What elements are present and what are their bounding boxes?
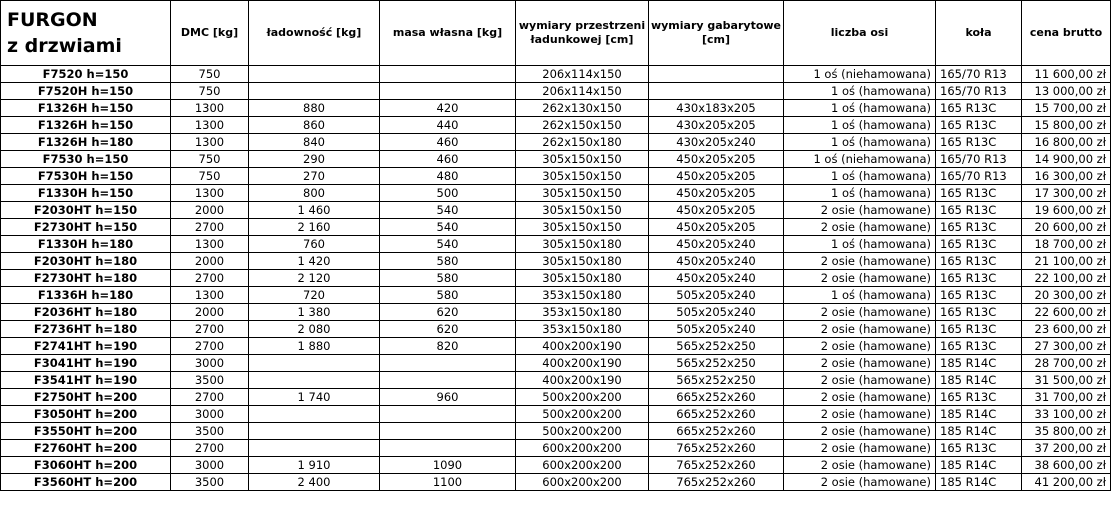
cell-gabaryty: 450x205x205 (649, 185, 784, 202)
table-row (1, 440, 1111, 457)
cell-model: F3050HT h=200 (1, 406, 171, 423)
cell-ladownosc: 1 740 (249, 389, 380, 406)
cell-osie: 2 osie (hamowane) (784, 338, 936, 355)
header-masa: masa własna [kg] (380, 1, 516, 66)
cell-cena: 22 100,00 zł (1022, 270, 1111, 287)
cell-masa: 420 (380, 100, 516, 117)
cell-model: F3060HT h=200 (1, 457, 171, 474)
cell-masa (380, 406, 516, 423)
header-wymiary-gabarytowe: wymiary gabarytowe [cm] (649, 1, 784, 66)
cell-osie: 2 osie (hamowane) (784, 355, 936, 372)
title-line-1: FURGON (7, 9, 98, 31)
cell-ladownosc: 880 (249, 100, 380, 117)
table-row (1, 457, 1111, 474)
cell-cena: 15 800,00 zł (1022, 117, 1111, 134)
cell-wymiary: 305x150x180 (516, 253, 649, 270)
cell-model: F2741HT h=190 (1, 338, 171, 355)
cell-gabaryty: 765x252x260 (649, 457, 784, 474)
cell-gabaryty: 430x183x205 (649, 100, 784, 117)
cell-ladownosc: 290 (249, 151, 380, 168)
table-row (1, 236, 1111, 253)
cell-ladownosc (249, 83, 380, 100)
cell-ladownosc: 860 (249, 117, 380, 134)
cell-kola: 185 R14C (936, 474, 1022, 491)
cell-wymiary: 600x200x200 (516, 457, 649, 474)
cell-wymiary: 400x200x190 (516, 355, 649, 372)
cell-ladownosc (249, 440, 380, 457)
cell-dmc: 750 (171, 66, 249, 83)
cell-masa: 1100 (380, 474, 516, 491)
cell-dmc: 2700 (171, 338, 249, 355)
cell-cena: 37 200,00 zł (1022, 440, 1111, 457)
cell-wymiary: 400x200x190 (516, 338, 649, 355)
cell-osie: 1 oś (hamowana) (784, 287, 936, 304)
cell-masa (380, 423, 516, 440)
cell-gabaryty: 565x252x250 (649, 355, 784, 372)
cell-kola: 165 R13C (936, 389, 1022, 406)
table-row (1, 304, 1111, 321)
table-row (1, 270, 1111, 287)
cell-ladownosc: 1 910 (249, 457, 380, 474)
cell-cena: 20 300,00 zł (1022, 287, 1111, 304)
cell-kola: 185 R14C (936, 406, 1022, 423)
cell-osie: 2 osie (hamowane) (784, 304, 936, 321)
cell-ladownosc: 840 (249, 134, 380, 151)
cell-kola: 165 R13C (936, 270, 1022, 287)
cell-masa: 820 (380, 338, 516, 355)
cell-kola: 165 R13C (936, 185, 1022, 202)
cell-dmc: 2700 (171, 219, 249, 236)
cell-wymiary: 600x200x200 (516, 474, 649, 491)
cell-model: F1326H h=150 (1, 100, 171, 117)
cell-masa: 580 (380, 287, 516, 304)
cell-dmc: 1300 (171, 117, 249, 134)
table-row (1, 202, 1111, 219)
cell-osie: 1 oś (niehamowana) (784, 151, 936, 168)
cell-ladownosc: 2 080 (249, 321, 380, 338)
cell-dmc: 750 (171, 83, 249, 100)
cell-osie: 2 osie (hamowane) (784, 423, 936, 440)
cell-kola: 185 R14C (936, 423, 1022, 440)
cell-cena: 38 600,00 zł (1022, 457, 1111, 474)
cell-model: F2036HT h=180 (1, 304, 171, 321)
cell-kola: 165 R13C (936, 440, 1022, 457)
cell-model: F2730HT h=150 (1, 219, 171, 236)
cell-wymiary: 305x150x180 (516, 236, 649, 253)
cell-dmc: 3500 (171, 372, 249, 389)
cell-kola: 165/70 R13 (936, 151, 1022, 168)
cell-model: F1326H h=150 (1, 117, 171, 134)
table-body (1, 66, 1111, 491)
cell-model: F2030HT h=180 (1, 253, 171, 270)
table-row (1, 338, 1111, 355)
cell-model: F2750HT h=200 (1, 389, 171, 406)
cell-cena: 23 600,00 zł (1022, 321, 1111, 338)
table-row (1, 185, 1111, 202)
cell-gabaryty: 450x205x205 (649, 202, 784, 219)
cell-dmc: 3500 (171, 423, 249, 440)
cell-wymiary: 500x200x200 (516, 423, 649, 440)
header-ladownosc: ładowność [kg] (249, 1, 380, 66)
cell-osie: 1 oś (hamowana) (784, 185, 936, 202)
cell-dmc: 2700 (171, 440, 249, 457)
header-cena: cena brutto (1022, 1, 1111, 66)
cell-kola: 165/70 R13 (936, 66, 1022, 83)
cell-dmc: 750 (171, 168, 249, 185)
table-row (1, 100, 1111, 117)
cell-masa: 540 (380, 202, 516, 219)
cell-wymiary: 305x150x180 (516, 270, 649, 287)
cell-osie: 2 osie (hamowane) (784, 219, 936, 236)
cell-dmc: 2700 (171, 321, 249, 338)
cell-masa: 620 (380, 304, 516, 321)
cell-masa: 960 (380, 389, 516, 406)
cell-cena: 22 600,00 zł (1022, 304, 1111, 321)
cell-dmc: 2000 (171, 253, 249, 270)
cell-wymiary: 353x150x180 (516, 304, 649, 321)
cell-ladownosc: 1 380 (249, 304, 380, 321)
cell-cena: 27 300,00 zł (1022, 338, 1111, 355)
cell-masa: 500 (380, 185, 516, 202)
table-row (1, 168, 1111, 185)
header-wymiary-przestrzeni: wymiary przestrzeni ładunkowej [cm] (516, 1, 649, 66)
cell-masa (380, 372, 516, 389)
cell-ladownosc: 1 420 (249, 253, 380, 270)
cell-gabaryty: 765x252x260 (649, 474, 784, 491)
cell-wymiary: 305x150x150 (516, 151, 649, 168)
cell-osie: 2 osie (hamowane) (784, 253, 936, 270)
table-row (1, 372, 1111, 389)
cell-osie: 2 osie (hamowane) (784, 372, 936, 389)
cell-model: F7520 h=150 (1, 66, 171, 83)
cell-cena: 20 600,00 zł (1022, 219, 1111, 236)
cell-dmc: 3000 (171, 457, 249, 474)
cell-dmc: 2000 (171, 304, 249, 321)
cell-cena: 31 500,00 zł (1022, 372, 1111, 389)
cell-gabaryty: 430x205x205 (649, 117, 784, 134)
cell-osie: 1 oś (hamowana) (784, 100, 936, 117)
cell-ladownosc: 1 880 (249, 338, 380, 355)
cell-model: F7520H h=150 (1, 83, 171, 100)
cell-masa: 540 (380, 219, 516, 236)
cell-dmc: 2000 (171, 202, 249, 219)
cell-cena: 11 600,00 zł (1022, 66, 1111, 83)
cell-gabaryty: 430x205x240 (649, 134, 784, 151)
cell-gabaryty: 450x205x240 (649, 253, 784, 270)
table-row (1, 66, 1111, 83)
cell-dmc: 3500 (171, 474, 249, 491)
cell-ladownosc: 2 120 (249, 270, 380, 287)
table-row (1, 117, 1111, 134)
cell-model: F3560HT h=200 (1, 474, 171, 491)
cell-gabaryty: 450x205x240 (649, 236, 784, 253)
cell-masa (380, 83, 516, 100)
cell-model: F2736HT h=180 (1, 321, 171, 338)
cell-ladownosc: 760 (249, 236, 380, 253)
cell-masa: 1090 (380, 457, 516, 474)
cell-kola: 165 R13C (936, 236, 1022, 253)
cell-kola: 185 R14C (936, 372, 1022, 389)
cell-dmc: 3000 (171, 406, 249, 423)
cell-gabaryty: 505x205x240 (649, 321, 784, 338)
cell-dmc: 1300 (171, 236, 249, 253)
cell-wymiary: 600x200x200 (516, 440, 649, 457)
cell-kola: 165 R13C (936, 134, 1022, 151)
cell-cena: 17 300,00 zł (1022, 185, 1111, 202)
cell-cena: 16 800,00 zł (1022, 134, 1111, 151)
cell-gabaryty: 450x205x240 (649, 270, 784, 287)
cell-gabaryty: 565x252x250 (649, 372, 784, 389)
cell-dmc: 1300 (171, 134, 249, 151)
cell-masa: 460 (380, 134, 516, 151)
cell-masa (380, 355, 516, 372)
cell-dmc: 750 (171, 151, 249, 168)
cell-model: F7530H h=150 (1, 168, 171, 185)
cell-dmc: 3000 (171, 355, 249, 372)
cell-dmc: 1300 (171, 287, 249, 304)
cell-wymiary: 206x114x150 (516, 66, 649, 83)
cell-model: F1330H h=150 (1, 185, 171, 202)
cell-model: F3550HT h=200 (1, 423, 171, 440)
cell-wymiary: 305x150x150 (516, 185, 649, 202)
cell-ladownosc: 800 (249, 185, 380, 202)
cell-wymiary: 500x200x200 (516, 389, 649, 406)
table-row (1, 219, 1111, 236)
cell-masa: 480 (380, 168, 516, 185)
cell-cena: 18 700,00 zł (1022, 236, 1111, 253)
cell-cena: 14 900,00 zł (1022, 151, 1111, 168)
cell-ladownosc: 270 (249, 168, 380, 185)
cell-wymiary: 500x200x200 (516, 406, 649, 423)
cell-gabaryty: 505x205x240 (649, 287, 784, 304)
cell-cena: 19 600,00 zł (1022, 202, 1111, 219)
cell-gabaryty: 765x252x260 (649, 440, 784, 457)
cell-model: F1326H h=180 (1, 134, 171, 151)
cell-osie: 1 oś (hamowana) (784, 168, 936, 185)
table-row (1, 151, 1111, 168)
cell-ladownosc (249, 372, 380, 389)
cell-wymiary: 353x150x180 (516, 287, 649, 304)
table-row (1, 321, 1111, 338)
cell-ladownosc: 2 160 (249, 219, 380, 236)
cell-dmc: 2700 (171, 270, 249, 287)
header-kola: koła (936, 1, 1022, 66)
cell-model: F7530 h=150 (1, 151, 171, 168)
cell-osie: 1 oś (hamowana) (784, 117, 936, 134)
cell-osie: 2 osie (hamowane) (784, 406, 936, 423)
cell-cena: 15 700,00 zł (1022, 100, 1111, 117)
cell-gabaryty: 565x252x250 (649, 338, 784, 355)
table-row (1, 389, 1111, 406)
table-row (1, 287, 1111, 304)
table-row (1, 83, 1111, 100)
cell-wymiary: 400x200x190 (516, 372, 649, 389)
cell-osie: 1 oś (niehamowana) (784, 66, 936, 83)
cell-kola: 165/70 R13 (936, 83, 1022, 100)
cell-wymiary: 353x150x180 (516, 321, 649, 338)
cell-gabaryty: 505x205x240 (649, 304, 784, 321)
cell-ladownosc (249, 66, 380, 83)
header-liczba-osi: liczba osi (784, 1, 936, 66)
cell-kola: 165/70 R13 (936, 168, 1022, 185)
cell-kola: 165 R13C (936, 202, 1022, 219)
title-line-2: z drzwiami (7, 35, 122, 57)
cell-cena: 35 800,00 zł (1022, 423, 1111, 440)
cell-wymiary: 206x114x150 (516, 83, 649, 100)
cell-gabaryty (649, 66, 784, 83)
cell-kola: 185 R14C (936, 457, 1022, 474)
cell-wymiary: 262x130x150 (516, 100, 649, 117)
table-header (1, 1, 1111, 66)
table-row (1, 423, 1111, 440)
cell-wymiary: 262x150x150 (516, 117, 649, 134)
cell-masa: 440 (380, 117, 516, 134)
cell-osie: 2 osie (hamowane) (784, 270, 936, 287)
cell-kola: 165 R13C (936, 253, 1022, 270)
cell-gabaryty (649, 83, 784, 100)
cell-kola: 165 R13C (936, 321, 1022, 338)
cell-wymiary: 262x150x180 (516, 134, 649, 151)
cell-ladownosc (249, 355, 380, 372)
table-row (1, 355, 1111, 372)
cell-dmc: 2700 (171, 389, 249, 406)
cell-kola: 165 R13C (936, 117, 1022, 134)
cell-kola: 185 R14C (936, 355, 1022, 372)
cell-wymiary: 305x150x150 (516, 202, 649, 219)
cell-dmc: 1300 (171, 100, 249, 117)
cell-osie: 1 oś (hamowana) (784, 236, 936, 253)
cell-cena: 31 700,00 zł (1022, 389, 1111, 406)
cell-gabaryty: 450x205x205 (649, 151, 784, 168)
cell-osie: 2 osie (hamowane) (784, 389, 936, 406)
cell-kola: 165 R13C (936, 338, 1022, 355)
cell-masa: 460 (380, 151, 516, 168)
cell-masa (380, 66, 516, 83)
cell-osie: 2 osie (hamowane) (784, 202, 936, 219)
cell-model: F2760HT h=200 (1, 440, 171, 457)
table-row (1, 406, 1111, 423)
cell-dmc: 1300 (171, 185, 249, 202)
cell-cena: 16 300,00 zł (1022, 168, 1111, 185)
cell-gabaryty: 665x252x260 (649, 423, 784, 440)
cell-kola: 165 R13C (936, 219, 1022, 236)
cell-model: F2730HT h=180 (1, 270, 171, 287)
cell-masa (380, 440, 516, 457)
cell-gabaryty: 450x205x205 (649, 219, 784, 236)
cell-ladownosc: 2 400 (249, 474, 380, 491)
cell-osie: 2 osie (hamowane) (784, 440, 936, 457)
cell-model: F2030HT h=150 (1, 202, 171, 219)
cell-cena: 41 200,00 zł (1022, 474, 1111, 491)
table-title (1, 1, 171, 66)
cell-masa: 580 (380, 270, 516, 287)
cell-cena: 13 000,00 zł (1022, 83, 1111, 100)
cell-model: F1330H h=180 (1, 236, 171, 253)
cell-kola: 165 R13C (936, 287, 1022, 304)
header-dmc: DMC [kg] (171, 1, 249, 66)
cell-wymiary: 305x150x150 (516, 168, 649, 185)
cell-model: F3041HT h=190 (1, 355, 171, 372)
cell-cena: 33 100,00 zł (1022, 406, 1111, 423)
cell-osie: 1 oś (hamowana) (784, 134, 936, 151)
cell-kola: 165 R13C (936, 304, 1022, 321)
cell-osie: 1 oś (hamowana) (784, 83, 936, 100)
cell-kola: 165 R13C (936, 100, 1022, 117)
table-row (1, 134, 1111, 151)
cell-gabaryty: 450x205x205 (649, 168, 784, 185)
cell-ladownosc: 720 (249, 287, 380, 304)
cell-masa: 540 (380, 236, 516, 253)
cell-osie: 2 osie (hamowane) (784, 321, 936, 338)
cell-gabaryty: 665x252x260 (649, 389, 784, 406)
table-row (1, 253, 1111, 270)
cell-gabaryty: 665x252x260 (649, 406, 784, 423)
cell-model: F3541HT h=190 (1, 372, 171, 389)
cell-masa: 620 (380, 321, 516, 338)
cell-masa: 580 (380, 253, 516, 270)
cell-cena: 21 100,00 zł (1022, 253, 1111, 270)
cell-osie: 2 osie (hamowane) (784, 474, 936, 491)
table-row (1, 474, 1111, 491)
cell-ladownosc (249, 406, 380, 423)
cell-model: F1336H h=180 (1, 287, 171, 304)
cell-cena: 28 700,00 zł (1022, 355, 1111, 372)
cell-wymiary: 305x150x150 (516, 219, 649, 236)
cell-osie: 2 osie (hamowane) (784, 457, 936, 474)
cell-ladownosc (249, 423, 380, 440)
cell-ladownosc: 1 460 (249, 202, 380, 219)
